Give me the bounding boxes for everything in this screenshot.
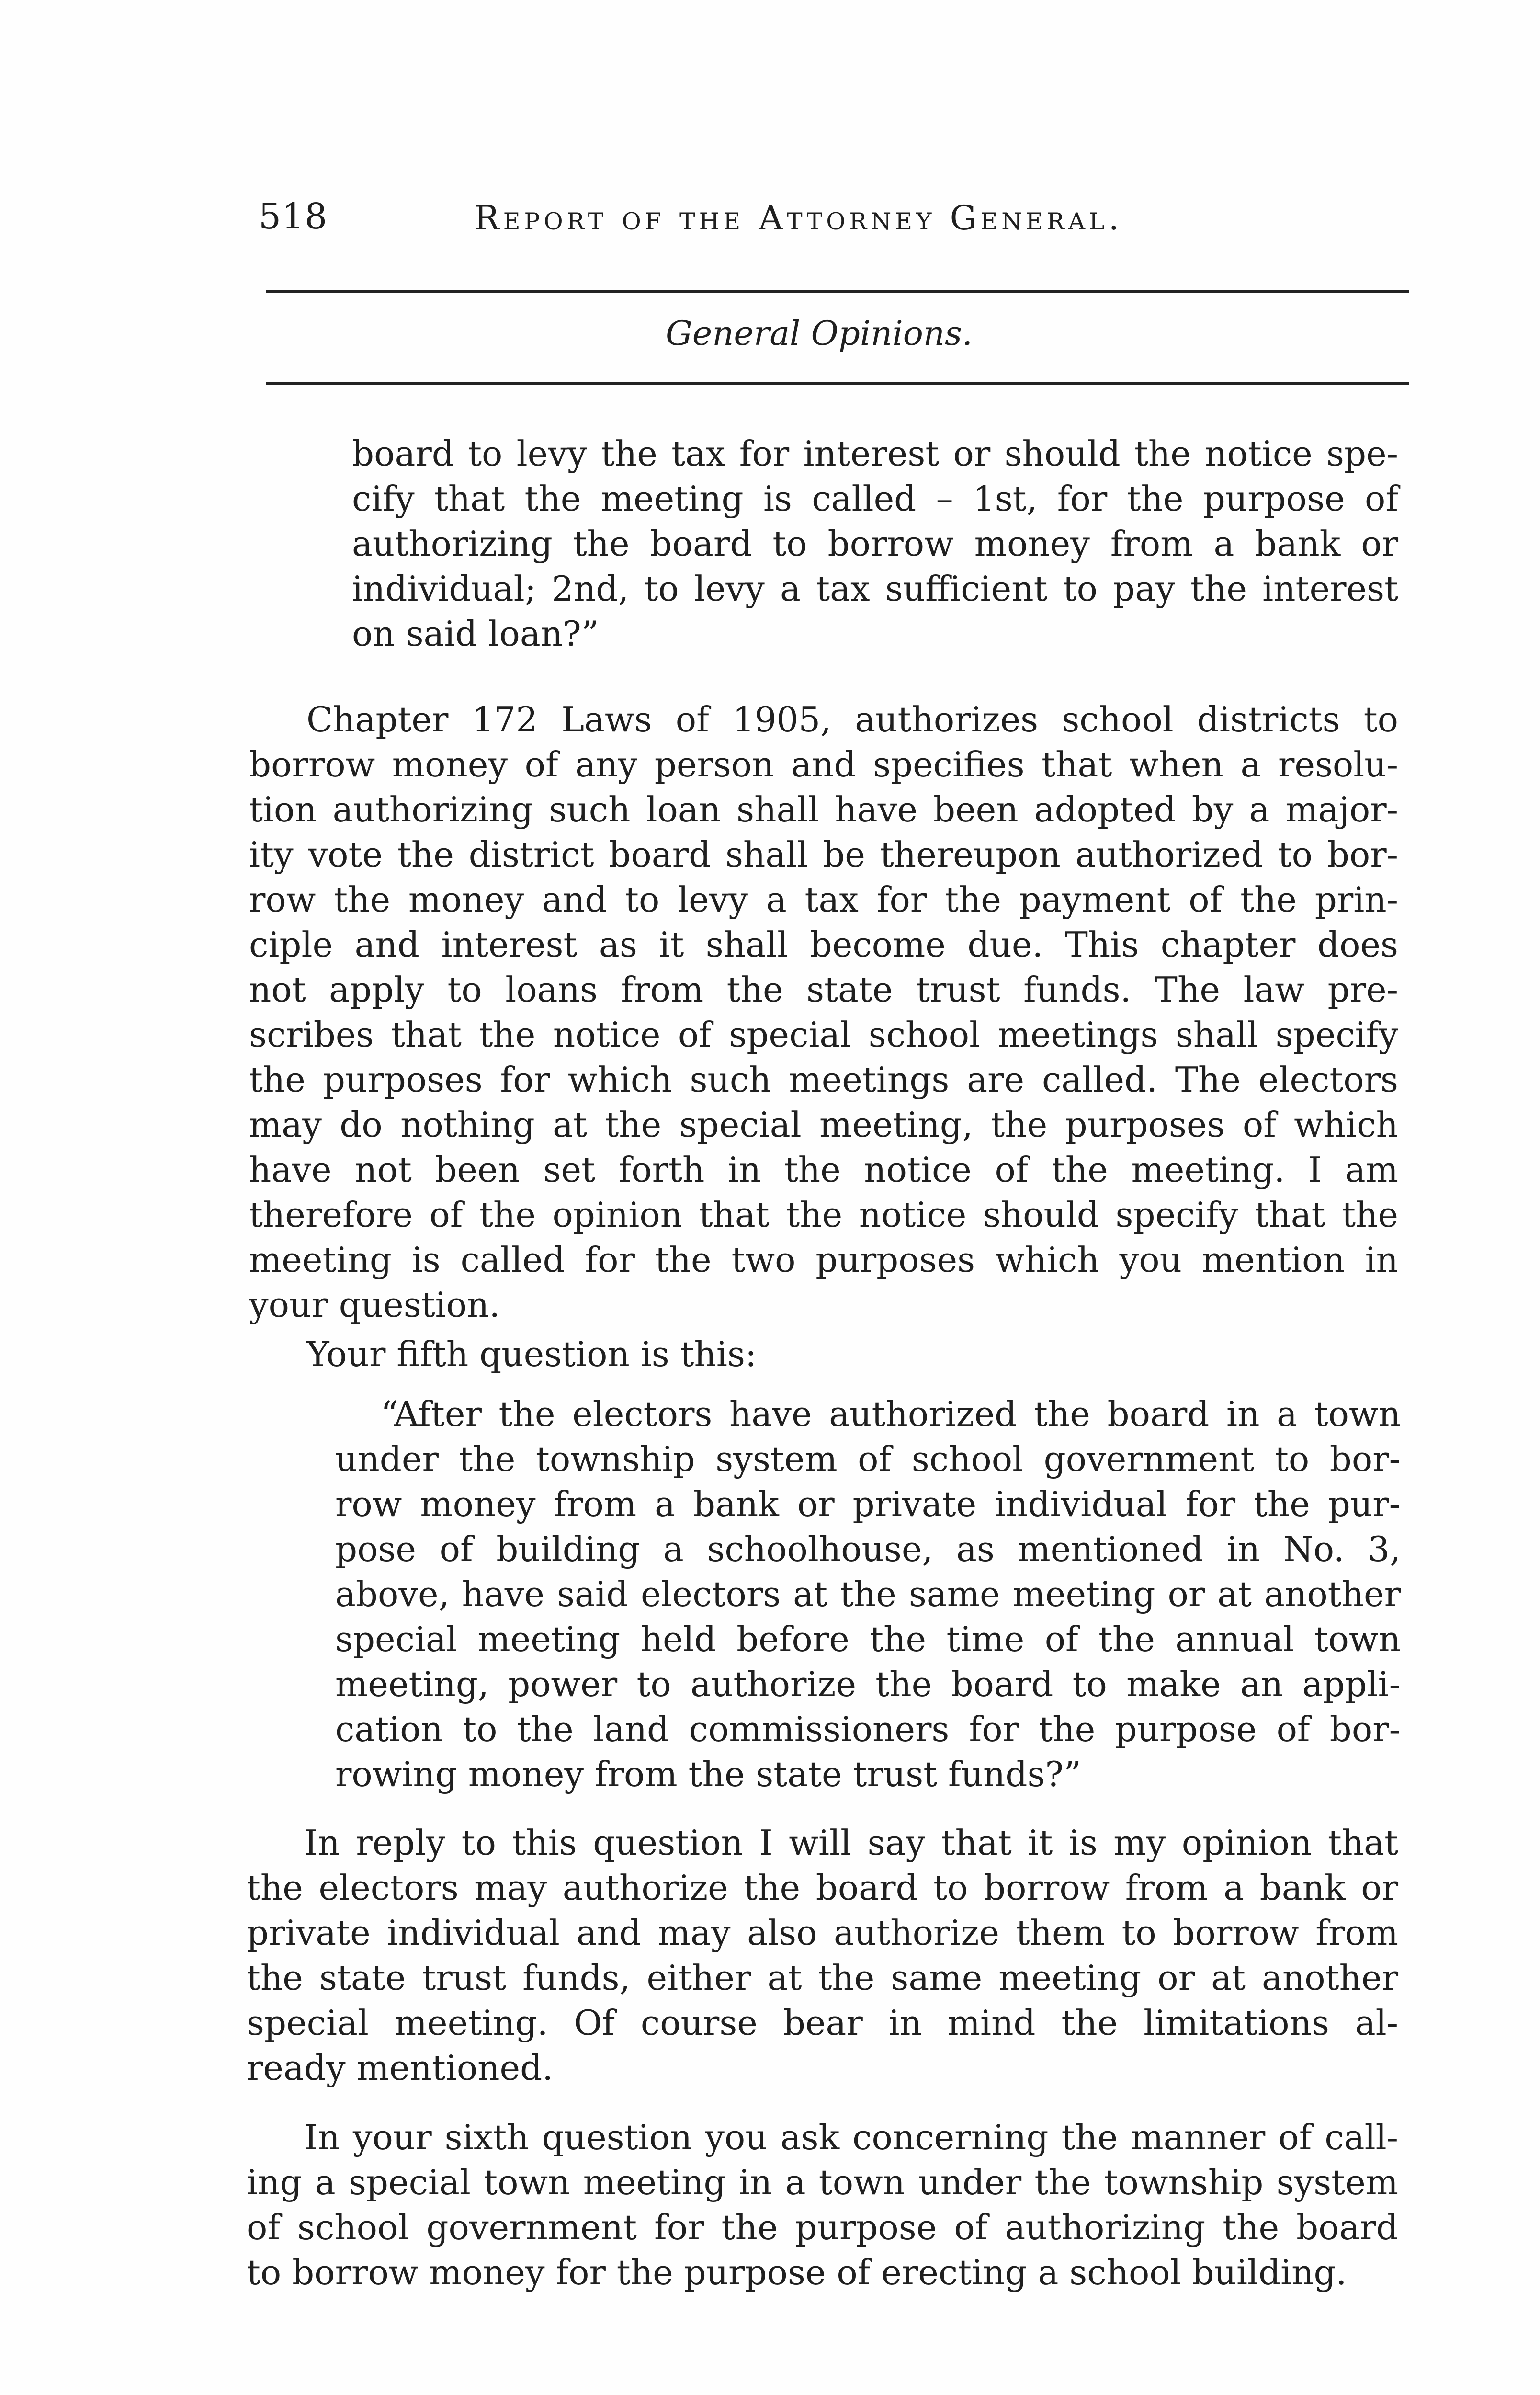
section-title: General Opinions. — [666, 314, 973, 353]
sixth-question-paragraph — [247, 2115, 1398, 2295]
paragraph-line: tion authorizing such loan shall have been adopted by a major- — [249, 789, 1398, 830]
paragraph-line: your question. — [249, 1285, 500, 1325]
paragraph-line: ing a special town meeting in a town under the township system — [247, 2162, 1398, 2202]
paragraph-line: In your sixth question you ask concerning the manner of call- — [304, 2117, 1398, 2157]
quote-line: individual; 2nd, to levy a tax sufficient to pay the interest — [352, 569, 1398, 609]
running-title: Report of the Attorney General. — [474, 198, 1123, 238]
quote-line: cify that the meeting is called – 1st, for the purpose of — [352, 479, 1398, 519]
paragraph-line: may do nothing at the special meeting, the purposes of which — [249, 1105, 1398, 1145]
paragraph-line: have not been set forth in the notice of the meeting. I am — [249, 1150, 1398, 1190]
paragraph-line: the state trust funds, either at the same meeting or at another — [247, 1958, 1398, 1998]
quote-line: pose of building a schoolhouse, as mentioned in No. 3, — [335, 1529, 1401, 1569]
quote-line: special meeting held before the time of the annual town — [335, 1619, 1401, 1659]
quote-line: meeting, power to authorize the board to make an appli- — [335, 1664, 1401, 1704]
quote-line: board to levy the tax for interest or should the notice spe- — [352, 433, 1398, 474]
paragraph-line: In reply to this question I will say that it is my opinion that — [304, 1823, 1398, 1863]
paragraph-line: ciple and interest as it shall become due. This chapter does — [249, 924, 1398, 965]
fifth-question-intro — [249, 1332, 1398, 1377]
quote-line: on said loan?” — [352, 614, 599, 654]
paragraph-line: not apply to loans from the state trust funds. The law pre- — [249, 969, 1398, 1010]
paragraph-line: Chapter 172 Laws of 1905, authorizes school districts to — [306, 699, 1398, 740]
paragraph-line: the electors may authorize the board to borrow from a bank or — [247, 1868, 1398, 1908]
quote-line: authorizing the board to borrow money from a bank or — [352, 524, 1398, 564]
quote-line: row money from a bank or private individual for the pur- — [335, 1484, 1401, 1524]
paragraph-line: the purposes for which such meetings are called. The electors — [249, 1060, 1398, 1100]
quote-line: above, have said electors at the same meeting or at another — [335, 1574, 1401, 1614]
paragraph-line: therefore of the opinion that the notice should specify that the — [249, 1195, 1398, 1235]
quote-line: under the township system of school government to bor- — [335, 1439, 1401, 1479]
paragraph-line: to borrow money for the purpose of erecting a school building. — [247, 2252, 1347, 2292]
paragraph-line: of school government for the purpose of authorizing the board — [247, 2207, 1398, 2247]
paragraph-line: borrow money of any person and specifies that when a resolu- — [249, 744, 1398, 785]
paragraph-line: private individual and may also authorize them to borrow from — [247, 1913, 1398, 1953]
quote-line: cation to the land commissioners for the purpose of bor- — [335, 1709, 1401, 1749]
paragraph-line: ity vote the district board shall be thereupon authorized to bor- — [249, 834, 1398, 875]
reply-paragraph — [247, 1820, 1398, 2090]
paragraph-line: ready mentioned. — [247, 2048, 554, 2088]
header-top-rule — [266, 290, 1409, 293]
quote-line: rowing money from the state trust funds?” — [335, 1754, 1081, 1794]
paragraph-line: scribes that the notice of special school meetings shall specify — [249, 1015, 1398, 1055]
paragraph-line: special meeting. Of course bear in mind the limitations al- — [247, 2003, 1398, 2043]
quote-line: “After the electors have authorized the board in a town — [381, 1394, 1401, 1434]
page-number: 518 — [259, 196, 328, 237]
fifth-question-quote — [335, 1391, 1401, 1797]
quoted-question-continuation — [352, 431, 1398, 656]
chapter-172-paragraph — [249, 697, 1398, 1327]
paragraph-line: Your fifth question is this: — [306, 1334, 757, 1374]
header-bottom-rule — [266, 382, 1409, 385]
paragraph-line: row the money and to levy a tax for the payment of the prin- — [249, 879, 1398, 920]
paragraph-line: meeting is called for the two purposes which you mention in — [249, 1240, 1398, 1280]
